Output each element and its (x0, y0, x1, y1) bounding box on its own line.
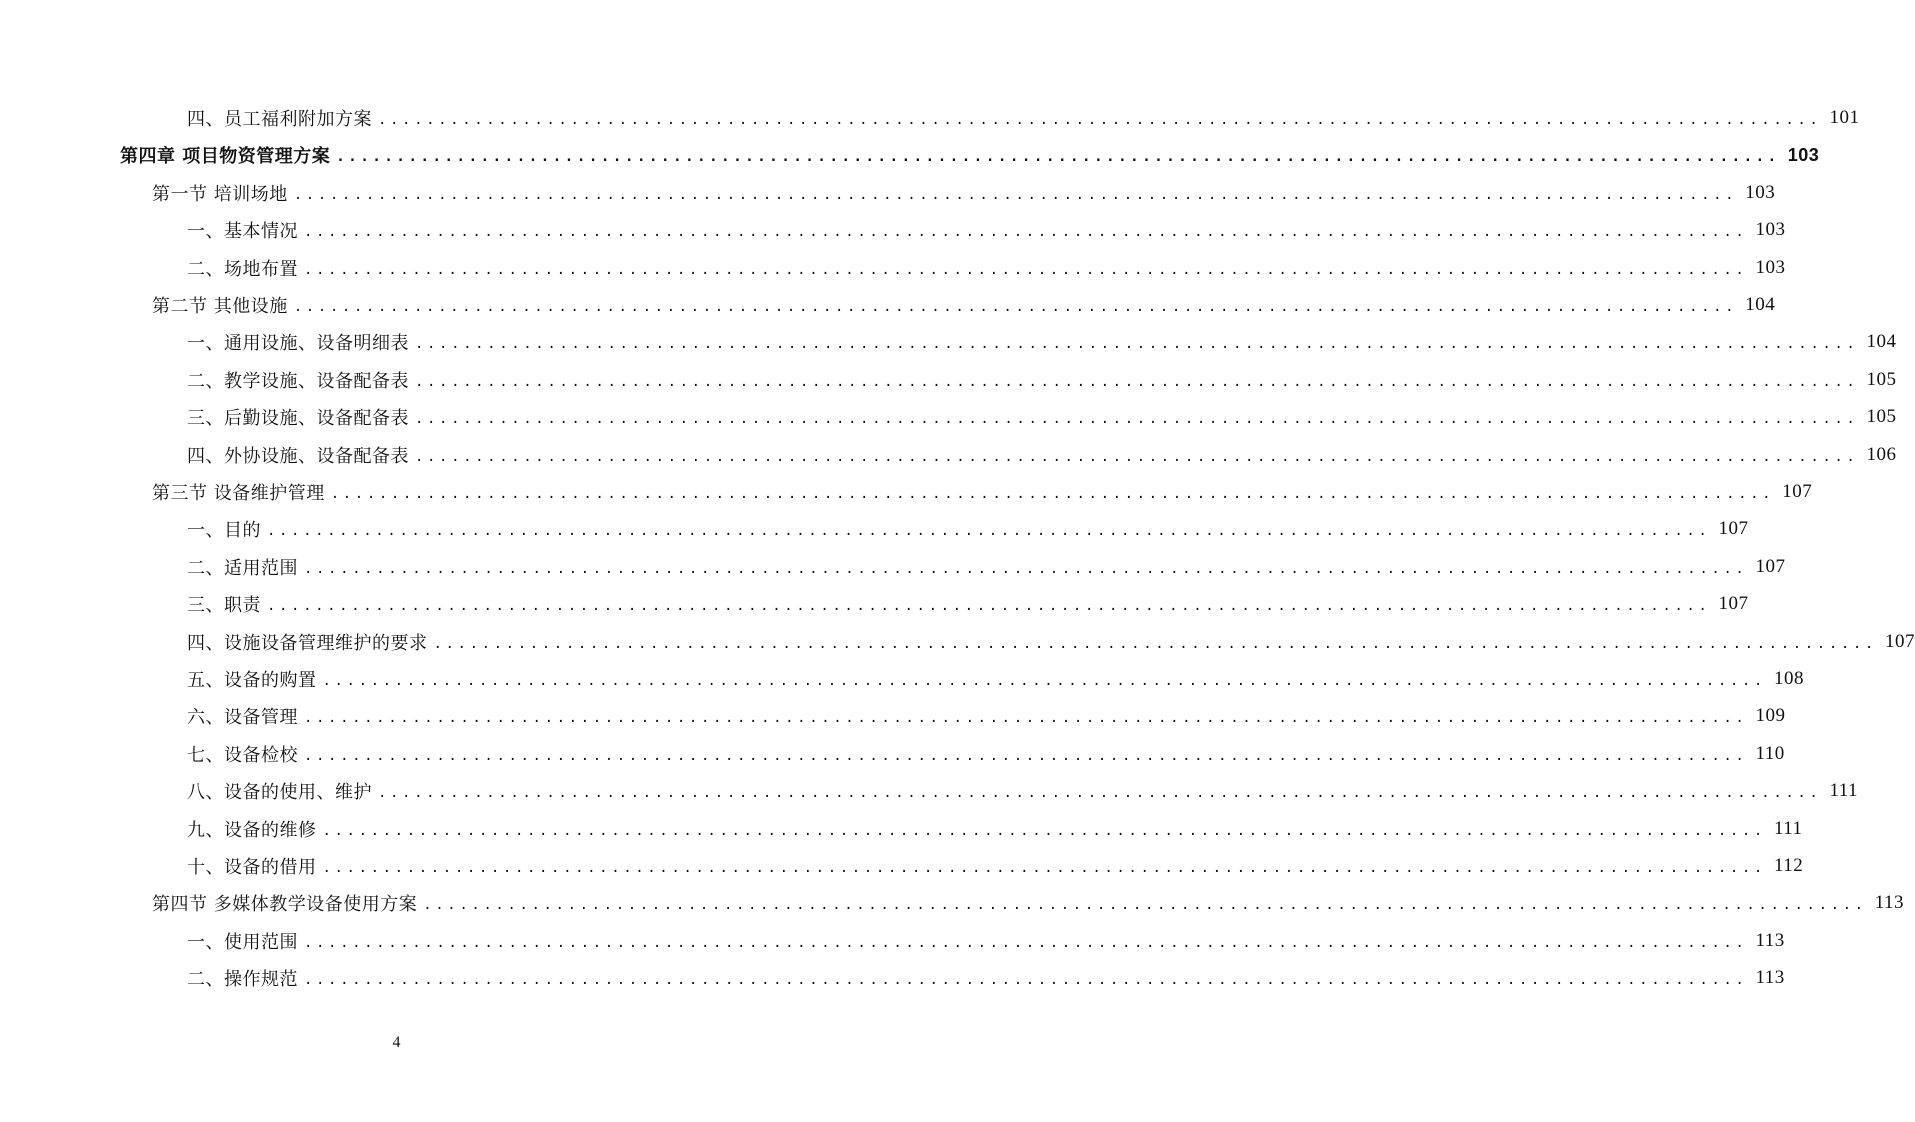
toc-entry[interactable] (187, 963, 1785, 993)
toc-entry-page-number: 101 (1829, 107, 1860, 128)
toc-entry-page-number: 103 (1755, 219, 1786, 241)
toc-entry-title: 二、适用范围 (187, 557, 298, 579)
page-number: 4 (392, 1034, 401, 1051)
toc-entry-page-number: 104 (1745, 294, 1776, 315)
dot-leader: ........................................................................................................................ (322, 860, 1766, 876)
toc-entry-page-number: 113 (1755, 967, 1785, 989)
toc-entry[interactable] (187, 402, 1897, 432)
toc-entry[interactable] (187, 253, 1786, 283)
dot-leader: ........................................................................................................................ (322, 673, 1766, 689)
toc-entry-page-number: 106 (1866, 443, 1897, 465)
dot-leader: ........................................................................................................................ (304, 261, 1748, 278)
toc-entry-page-number: 107 (1718, 593, 1749, 615)
toc-entry[interactable] (187, 926, 1785, 956)
toc-entry-page-number: 103 (1745, 181, 1776, 203)
toc-entry-page-number: 112 (1773, 855, 1804, 876)
dot-leader: ........................................................................................................................ (304, 747, 1748, 764)
dot-leader: ........................................................................................................................ (293, 299, 1738, 315)
toc-entry-title: 五、设备的购置 (187, 670, 317, 691)
toc-entry[interactable] (187, 514, 1749, 544)
toc-entry[interactable] (152, 290, 1776, 320)
dot-leader: ........................................................................................................................ (293, 186, 1738, 203)
toc-entry-page-number: 105 (1866, 406, 1897, 428)
toc-entry[interactable] (187, 701, 1786, 731)
toc-entry-title: 二、操作规范 (187, 969, 298, 991)
toc-entry-page-number: 104 (1866, 331, 1897, 353)
dot-leader: ........................................................................................................................ (304, 972, 1748, 989)
dot-leader: ........................................................................................................................ (304, 224, 1748, 241)
toc-entry-page-number: 105 (1866, 368, 1897, 390)
toc-entry[interactable] (120, 140, 1820, 170)
dot-leader: ........................................................................................................................ (415, 336, 1859, 353)
toc-entry[interactable] (187, 103, 1860, 133)
toc-entry-page-number: 107 (1782, 481, 1813, 502)
toc-entry[interactable] (187, 365, 1897, 395)
toc-entry[interactable] (187, 776, 1859, 806)
dot-leader: ........................................................................................................................ (378, 785, 1822, 802)
dot-leader: ........................................................................................................................ (304, 934, 1748, 951)
toc-entry-title: 七、设备检校 (187, 744, 298, 766)
toc-entry[interactable] (187, 739, 1785, 769)
toc-entry-page-number: 108 (1773, 668, 1804, 689)
toc-entry-page-number: 111 (1829, 780, 1859, 802)
toc-entry-title: 一、使用范围 (187, 931, 298, 953)
toc-entry-title: 第一节 培训场地 (152, 183, 288, 205)
toc-entry-title: 三、职责 (187, 595, 261, 617)
dot-leader: ........................................................................................................................ (304, 710, 1748, 727)
dot-leader: ........................................................................................................................ (423, 897, 1867, 914)
toc-entry-title: 二、场地布置 (187, 258, 298, 280)
toc-entry-title: 四、员工福利附加方案 (187, 109, 372, 130)
dot-leader: ........................................................................................................................ (415, 411, 1859, 428)
toc-entry-page-number: 107 (1755, 555, 1786, 577)
toc-entry[interactable] (187, 215, 1786, 245)
toc-entry-title: 一、通用设施、设备明细表 (187, 333, 409, 355)
toc-entry-page-number: 109 (1755, 705, 1786, 727)
toc-entry-title: 八、设备的使用、维护 (187, 782, 372, 804)
dot-leader: ........................................................................................................................ (378, 112, 1822, 128)
toc-entry[interactable] (152, 888, 1904, 918)
dot-leader: ........................................................................................................................ (267, 598, 1711, 615)
toc-entry[interactable] (152, 178, 1776, 208)
toc-entry[interactable] (152, 477, 1813, 507)
toc-entry-title: 六、设备管理 (187, 707, 298, 729)
toc-entry-title: 一、基本情况 (187, 221, 298, 243)
toc-entry-title: 第四节 多媒体教学设备使用方案 (152, 894, 418, 916)
toc-entry[interactable] (187, 814, 1803, 844)
toc-entry-page-number: 110 (1755, 742, 1785, 764)
toc-entry-title: 十、设备的借用 (187, 857, 317, 878)
dot-leader: ........................................................................................................................ (304, 560, 1748, 577)
dot-leader: ........................................................................................................................ (336, 149, 1780, 166)
toc-entry[interactable] (187, 664, 1804, 694)
toc-entry-page-number: 107 (1718, 518, 1749, 540)
toc-entry-title: 四、外协设施、设备配备表 (187, 445, 409, 467)
dot-leader: ........................................................................................................................ (322, 822, 1766, 839)
toc-entry[interactable] (187, 589, 1749, 619)
toc-entry-title: 一、目的 (187, 520, 261, 542)
dot-leader: ........................................................................................................................ (415, 373, 1859, 390)
toc-entry-page-number: 111 (1773, 817, 1803, 839)
toc-entry-page-number: 107 (1884, 630, 1915, 652)
toc-entry-page-number: 103 (1787, 144, 1820, 165)
toc-entry-page-number: 113 (1874, 892, 1904, 914)
toc-entry-page-number: 113 (1755, 929, 1785, 951)
toc-entry-title: 三、后勤设施、设备配备表 (187, 408, 409, 430)
toc-entry[interactable] (187, 627, 1915, 657)
toc-entry[interactable] (187, 851, 1804, 881)
dot-leader: ........................................................................................................................ (330, 486, 1775, 502)
toc-entry[interactable] (187, 440, 1897, 470)
toc-entry-title: 第二节 其他设施 (152, 296, 288, 317)
dot-leader: ........................................................................................................................ (415, 448, 1859, 465)
toc-entry[interactable] (187, 552, 1786, 582)
toc-entry-title: 第四章 项目物资管理方案 (120, 146, 331, 168)
toc-entry-title: 九、设备的维修 (187, 819, 317, 841)
toc-entry[interactable] (187, 327, 1897, 357)
dot-leader: ........................................................................................................................ (267, 523, 1711, 540)
toc-entry-title: 二、教学设施、设备配备表 (187, 370, 409, 392)
toc-entry-title: 四、设施设备管理维护的要求 (187, 632, 428, 654)
toc-entry-title: 第三节 设备维护管理 (152, 483, 325, 504)
dot-leader: ........................................................................................................................ (433, 635, 1877, 652)
toc-entry-page-number: 103 (1755, 256, 1786, 278)
